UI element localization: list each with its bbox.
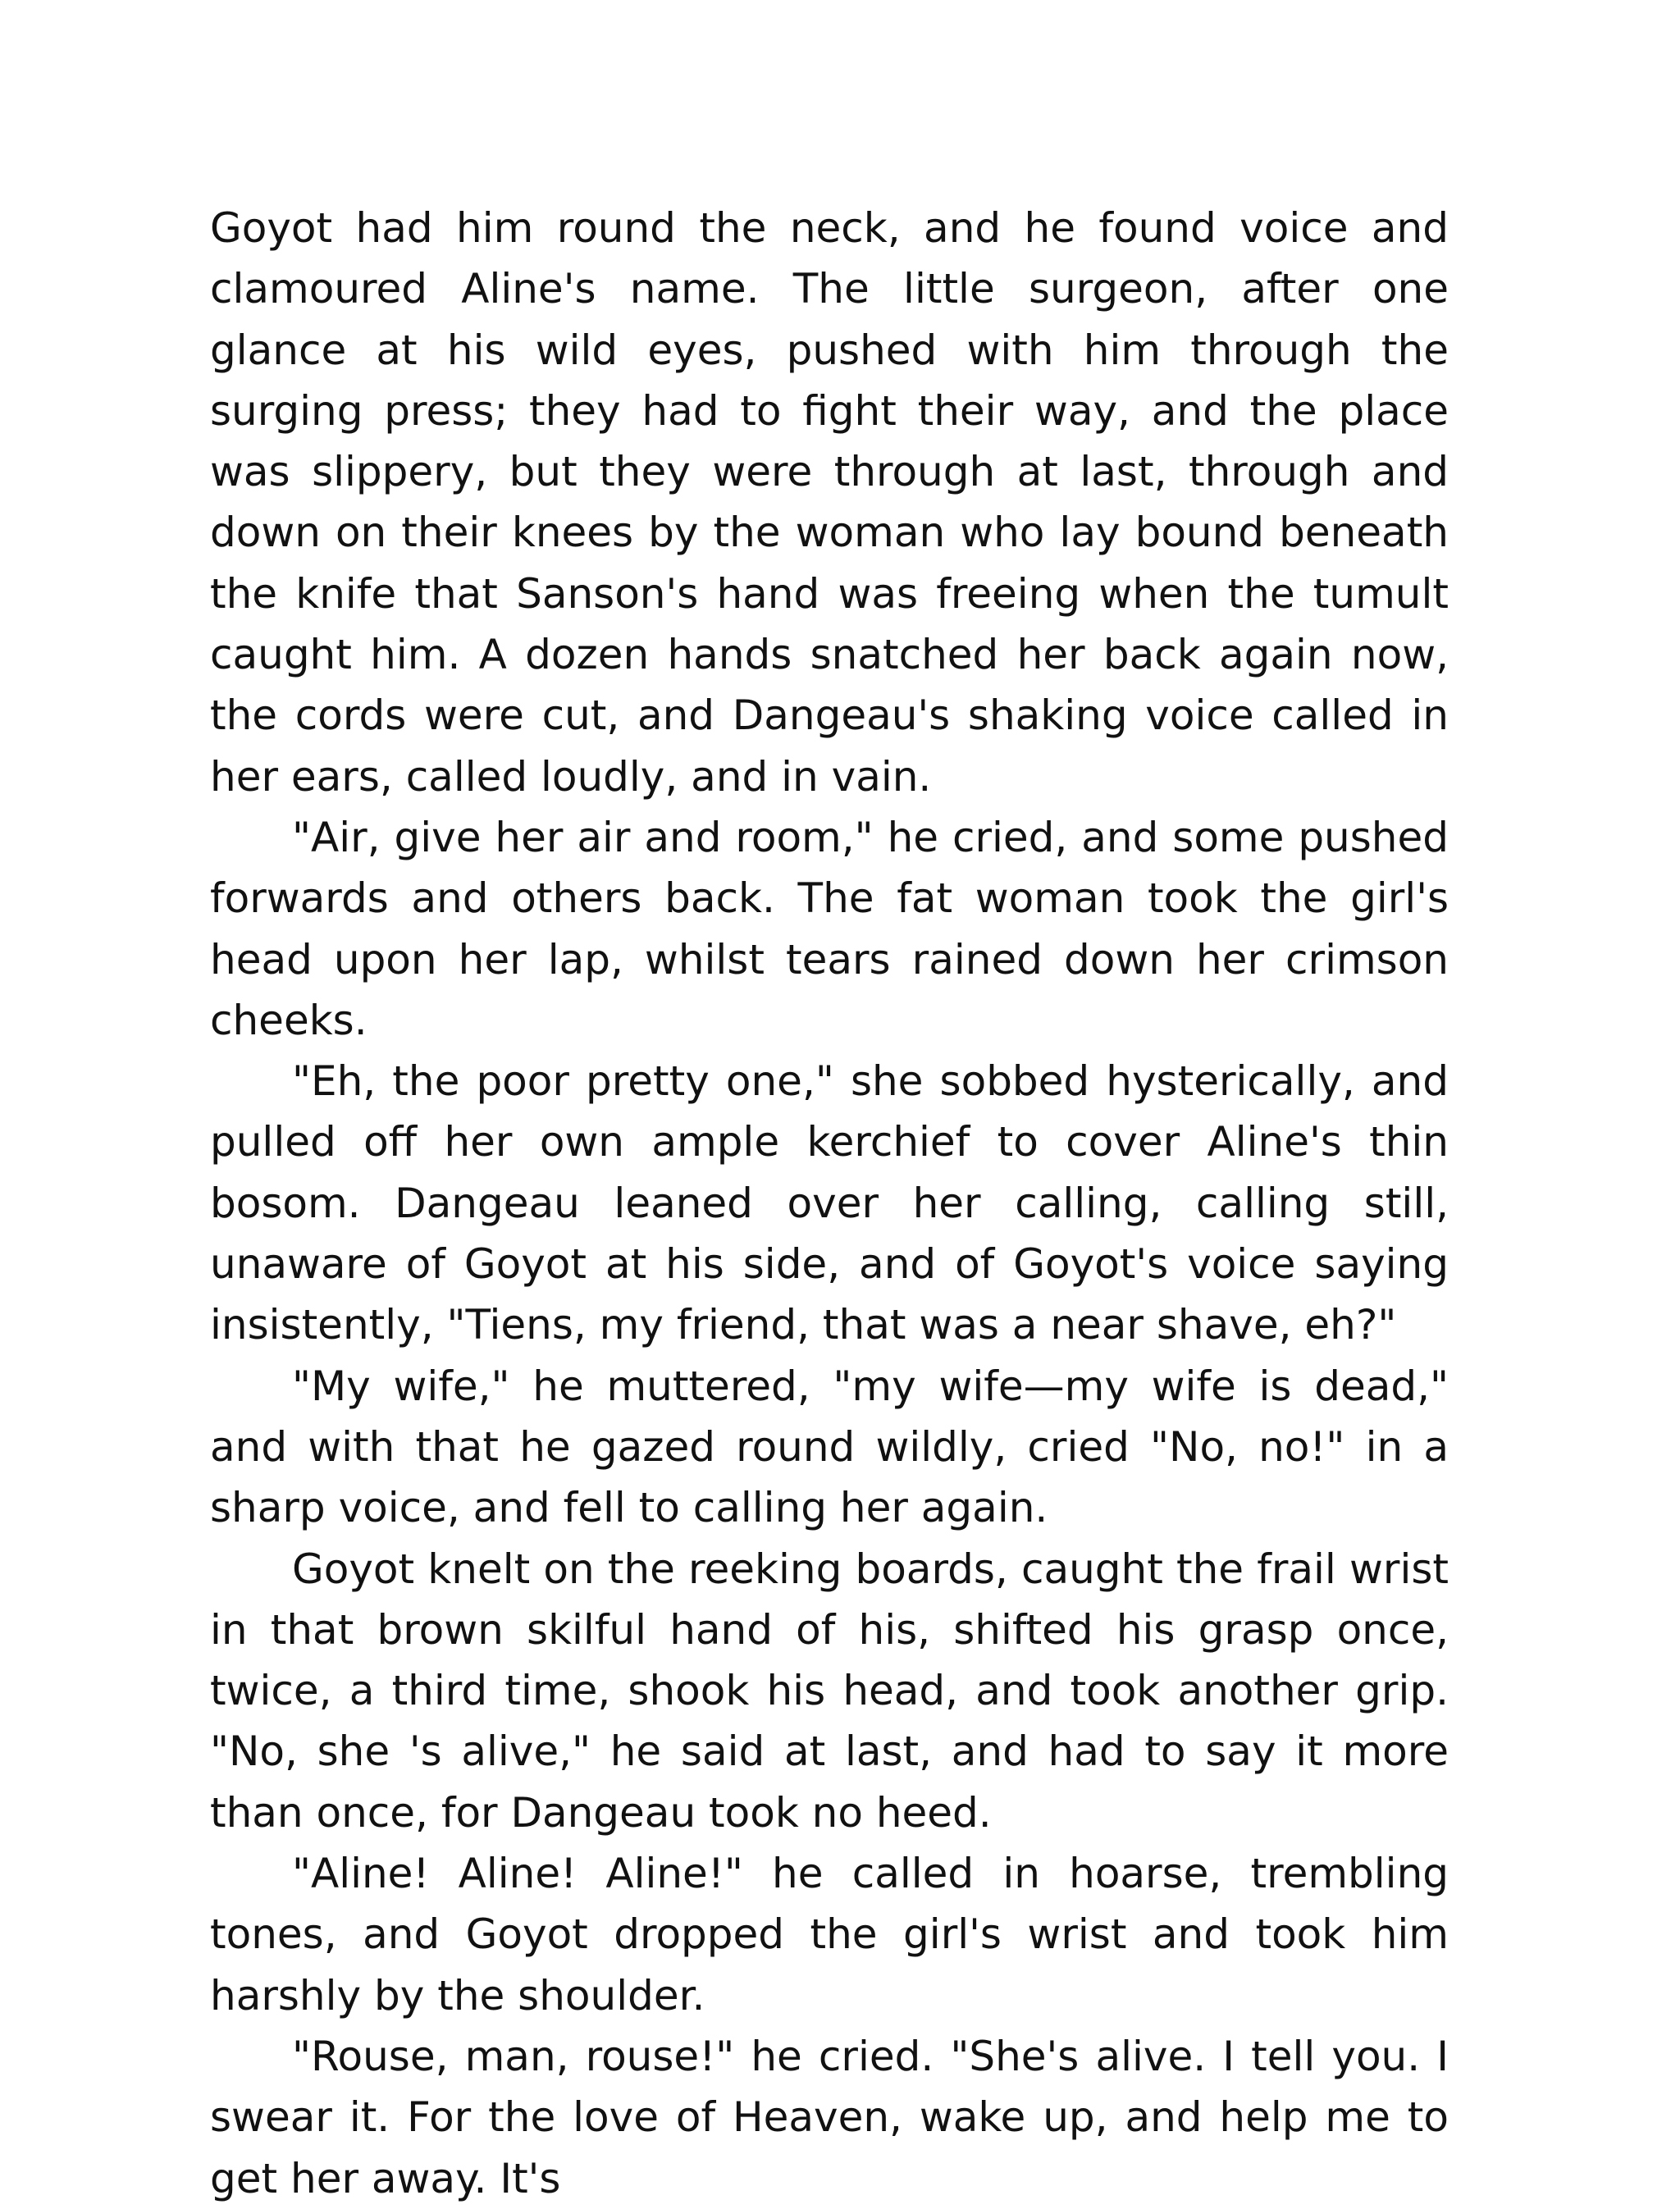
paragraph-4: "My wife," he muttered, "my wife—my wife is dead," and with that he gazed round wildly, cried "No, no!" in a sharp voice, and fell to calling her again. [210,1362,1449,1532]
paragraph-3: "Eh, the poor pretty one," she sobbed hysterically, and pulled off her own ample kerchief to cover Aline's thin bosom. Dangeau leaned over her calling, calling still, unaware of Goyot at his side, and of Goyot's voice saying insistently, "Tiens, my friend, that was a near shave, eh?" [210,1057,1449,1349]
paragraph-6: "Aline! Aline! Aline!" he called in hoarse, trembling tones, and Goyot dropped the girl's wrist and took him harshly by the shoulder. [210,1850,1449,2020]
paragraph-2: "Air, give her air and room," he cried, and some pushed forwards and others back. The fat woman took the girl's head upon her lap, whilst tears rained down her crimson cheeks. [210,813,1449,1044]
page-body-text [210,198,1449,2209]
paragraph-7: "Rouse, man, rouse!" he cried. "She's alive. I tell you. I swear it. For the love of Heaven, wake up, and help me to get her away. It's [210,2032,1449,2202]
paragraph-1: Goyot had him round the neck, and he found voice and clamoured Aline's name. The little surgeon, after one glance at his wild eyes, pushed with him through the surging press; they had to fight their way, and the place was slippery, but they were through at last, through and down on their knees by the woman who lay bound beneath the knife that Sanson's hand was freeing when the tumult caught him. A dozen hands snatched her back again now, the cords were cut, and Dangeau's shaking voice called in her ears, called loudly, and in vain. [210,204,1449,801]
paragraph-5: Goyot knelt on the reeking boards, caught the frail wrist in that brown skilful hand of his, shifted his grasp once, twice, a third time, shook his head, and took another grip. "No, she 's alive," he said at last, and had to say it more than once, for Dangeau took no heed. [210,1545,1449,1837]
